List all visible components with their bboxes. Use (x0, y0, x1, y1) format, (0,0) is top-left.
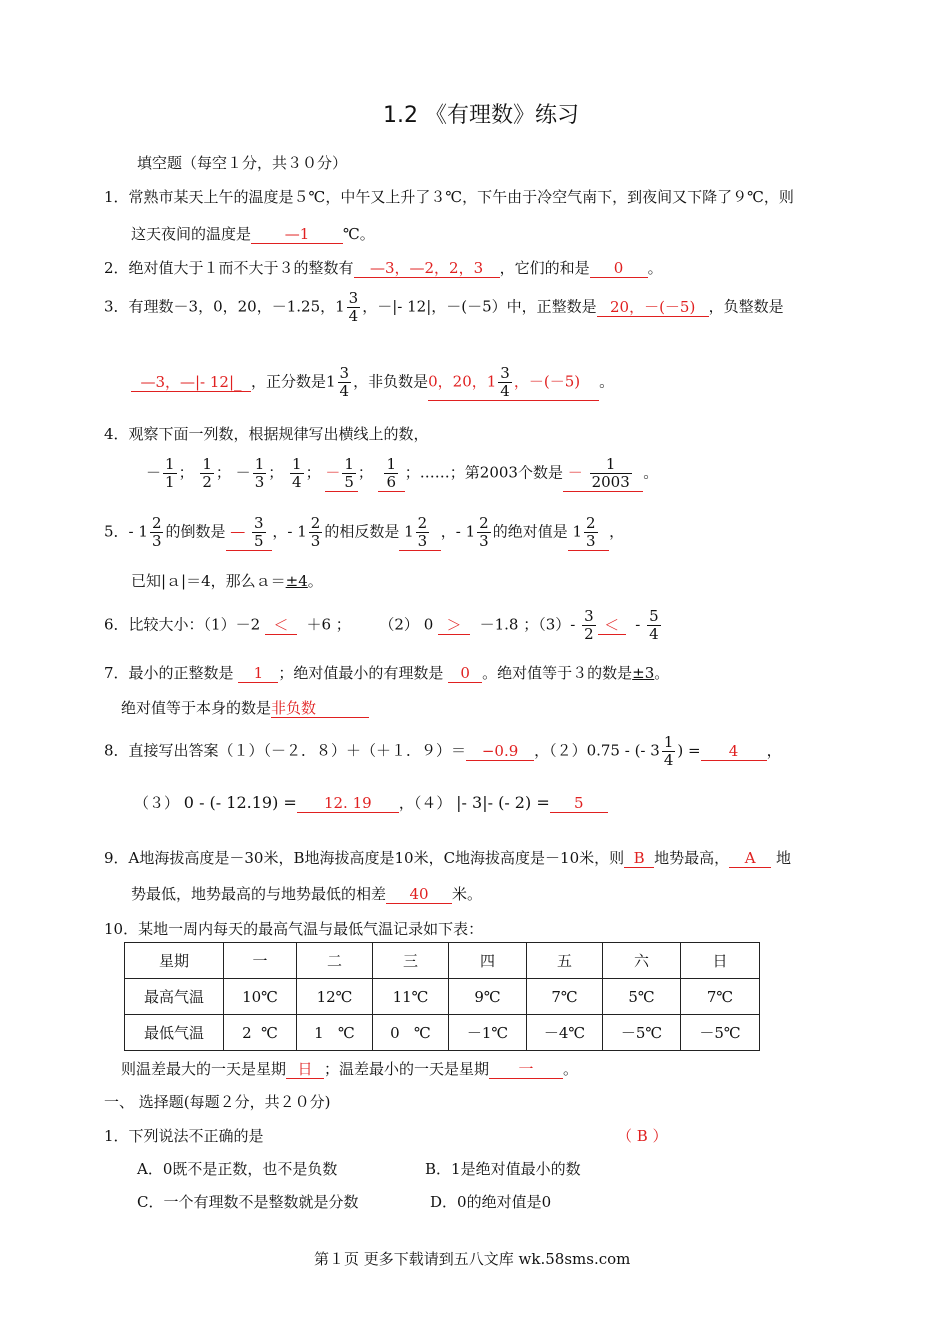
question-4: 4．观察下面一列数，根据规律写出横线上的数， (104, 425, 429, 443)
fraction: $\frac{3}{4}$ (348, 289, 359, 325)
question-8-line2: （３） 0 - (- 12.19) = 12. 19 ，（４） |- 3|- (- 2) = 5 (134, 792, 608, 813)
table-cell: 星期 (125, 943, 224, 979)
question-8: 8．直接写出答案（１）（－２．８）＋（＋１．９）＝ −0.9 ，（２）0.75 - (- 3 $\frac{1}{4}$ ) = 4 ， (104, 733, 782, 769)
table-cell: 7℃ (681, 979, 760, 1015)
choice-question-1: 1．下列说法不正确的是 (104, 1127, 264, 1145)
option-b: B．1是绝对值最小的数 (425, 1160, 581, 1178)
answer-blank: —1 (251, 225, 343, 244)
question-10-answer: 则温差最大的一天是星期 日 ；温差最小的一天是星期 一 。 (121, 1060, 579, 1078)
question-7-line2: 绝对值等于本身的数是非负数 (121, 697, 369, 718)
table-cell: 11℃ (373, 979, 449, 1015)
page-title: 1.2 《有理数》练习 (383, 103, 579, 128)
temperature-table (124, 942, 760, 1051)
table-cell: 三 (373, 943, 449, 979)
answer-blank: 0，20，1 $\frac{3}{4}$ ，－(－5) (428, 365, 599, 401)
fraction: $\frac{3}{4}$ (339, 364, 350, 400)
table-cell: －1℃ (449, 1015, 527, 1051)
table-cell: 一 (224, 943, 297, 979)
table-cell: 1 ℃ (297, 1015, 373, 1051)
answer-blank: ＞ (438, 616, 470, 635)
question-7: 7．最小的正整数是 1 ；绝对值最小的有理数是 0 。绝对值等于３的数是±3。 (104, 664, 670, 682)
answer-blank: 40 (386, 885, 452, 904)
answer-blank: ＜ (598, 616, 626, 635)
answer-blank: $\frac{1}{6}$ (378, 456, 405, 492)
table-cell: －5℃ (603, 1015, 681, 1051)
answer-blank: 非负数 (271, 699, 369, 718)
table-row (125, 979, 760, 1015)
answer-blank: — $\frac{3}{5}$ (226, 515, 273, 551)
answer-blank: 1 $\frac{2}{3}$ (568, 515, 609, 551)
table-cell: 7℃ (527, 979, 603, 1015)
answer-blank: A (729, 849, 771, 868)
answer-blank: —3，—2，2，3 (354, 259, 500, 278)
table-cell: 9℃ (449, 979, 527, 1015)
answer-blank: ＜ (265, 616, 297, 635)
answer-blank: 4 (701, 742, 767, 761)
answer-blank: 0 (448, 664, 482, 683)
table-cell: 最低气温 (125, 1015, 224, 1051)
section-choice-header: 一、 选择题(每题２分，共２０分) (104, 1093, 331, 1111)
answer-blank: −0.9 (466, 742, 534, 761)
table-cell: 12℃ (297, 979, 373, 1015)
answer-blank: 1 (238, 664, 278, 683)
question-3-line2: —3，—|- 12|_ ，正分数是1 $\frac{3}{4}$ ，非负数是0，20，1 $\frac{3}{4}$ ，－(－5) 。 (131, 365, 614, 401)
table-cell: 10℃ (224, 979, 297, 1015)
page-footer: 第１页 更多下载请到五八文库 wk.58sms.com (314, 1250, 631, 1268)
question-6: 6．比较大小：（1）－2 ＜ ＋6 ； （2） 0 ＞ －1.8 ；（3）- $\frac{3}{2}$ ＜ - $\frac{5}{4}$ (104, 607, 659, 643)
question-5: 5．- 1 $\frac{2}{3}$ 的倒数是 — $\frac{3}{5}$ ，- 1 $\frac{2}{3}$ 的相反数是 1 $\frac{2}{3}$ ，- 1 $\frac{2}{3}$ 的绝对值是 1 $\frac{2}{3}$ ， (104, 514, 625, 550)
option-a: A．0既不是正数，也不是负数 (137, 1160, 338, 1178)
table-row (125, 1015, 760, 1051)
question-5-line2: 已知|ａ|＝4，那么ａ＝±4。 (131, 572, 323, 590)
table-cell: 2 ℃ (224, 1015, 297, 1051)
question-1-line2: 这天夜间的温度是 —1 ℃。 (131, 225, 375, 243)
table-cell: 5℃ (603, 979, 681, 1015)
answer-blank: 0 (590, 259, 648, 278)
table-cell: 四 (449, 943, 527, 979)
answer-blank: 1 $\frac{2}{3}$ (399, 515, 440, 551)
option-c: C．一个有理数不是整数就是分数 (137, 1193, 359, 1211)
option-d: D．0的绝对值是0 (430, 1193, 552, 1211)
table-cell: 五 (527, 943, 603, 979)
choice-answer: （ B ） (617, 1127, 668, 1145)
question-4-sequence: － $\frac{1}{1}$ ； $\frac{1}{2}$ ； － $\frac{1}{3}$ ； $\frac{1}{4}$ ； － $\frac{1}{5}$ ； $\frac{1}{6}$ ；……；第2003个数是 － $\frac{1}{2003}$ 。 (146, 455, 659, 491)
table-cell: 日 (681, 943, 760, 979)
answer-blank: － $\frac{1}{2003}$ (563, 456, 643, 492)
answer-blank: 一 (489, 1060, 563, 1079)
question-2: 2．绝对值大于１而不大于３的整数有 —3，—2，2，3 ，它们的和是 0 。 (104, 259, 663, 277)
answer-blank: 5 (550, 794, 608, 813)
answer-blank: —3，—|- 12|_ (131, 373, 251, 392)
table-cell: 0 ℃ (373, 1015, 449, 1051)
answer-blank: B (624, 849, 654, 868)
table-header-row (125, 943, 760, 979)
question-1: 1．常熟市某天上午的温度是５℃，中午又上升了３℃，下午由于冷空气南下，到夜间又下降了９℃，则 (104, 188, 794, 206)
answer-blank: 12. 19 (297, 794, 399, 813)
table-cell: 二 (297, 943, 373, 979)
question-9-line2: 势最低，地势最高的与地势最低的相差 40 米。 (131, 885, 483, 903)
table-cell: －4℃ (527, 1015, 603, 1051)
answer-blank: 日 (286, 1060, 324, 1079)
question-10: 10．某地一周内每天的最高气温与最低气温记录如下表： (104, 920, 484, 938)
table-cell: －5℃ (681, 1015, 760, 1051)
answer-blank: 20，－(－5) (597, 298, 709, 317)
answer-blank: － $\frac{1}{5}$ (325, 456, 358, 492)
section-fill-header: 填空题（每空１分，共３０分） (137, 154, 348, 172)
question-3: 3．有理数－3，0，20，－1.25，1 $\frac{3}{4}$ ，－|- 12|，－(－5）中，正整数是 20，－(－5) ，负整数是 (104, 289, 784, 325)
table-cell: 六 (603, 943, 681, 979)
question-9: 9．A地海拔高度是－30米，B地海拔高度是10米，C地海拔高度是－10米，则 B 地势最高， A 地 (104, 849, 791, 867)
table-cell: 最高气温 (125, 979, 224, 1015)
